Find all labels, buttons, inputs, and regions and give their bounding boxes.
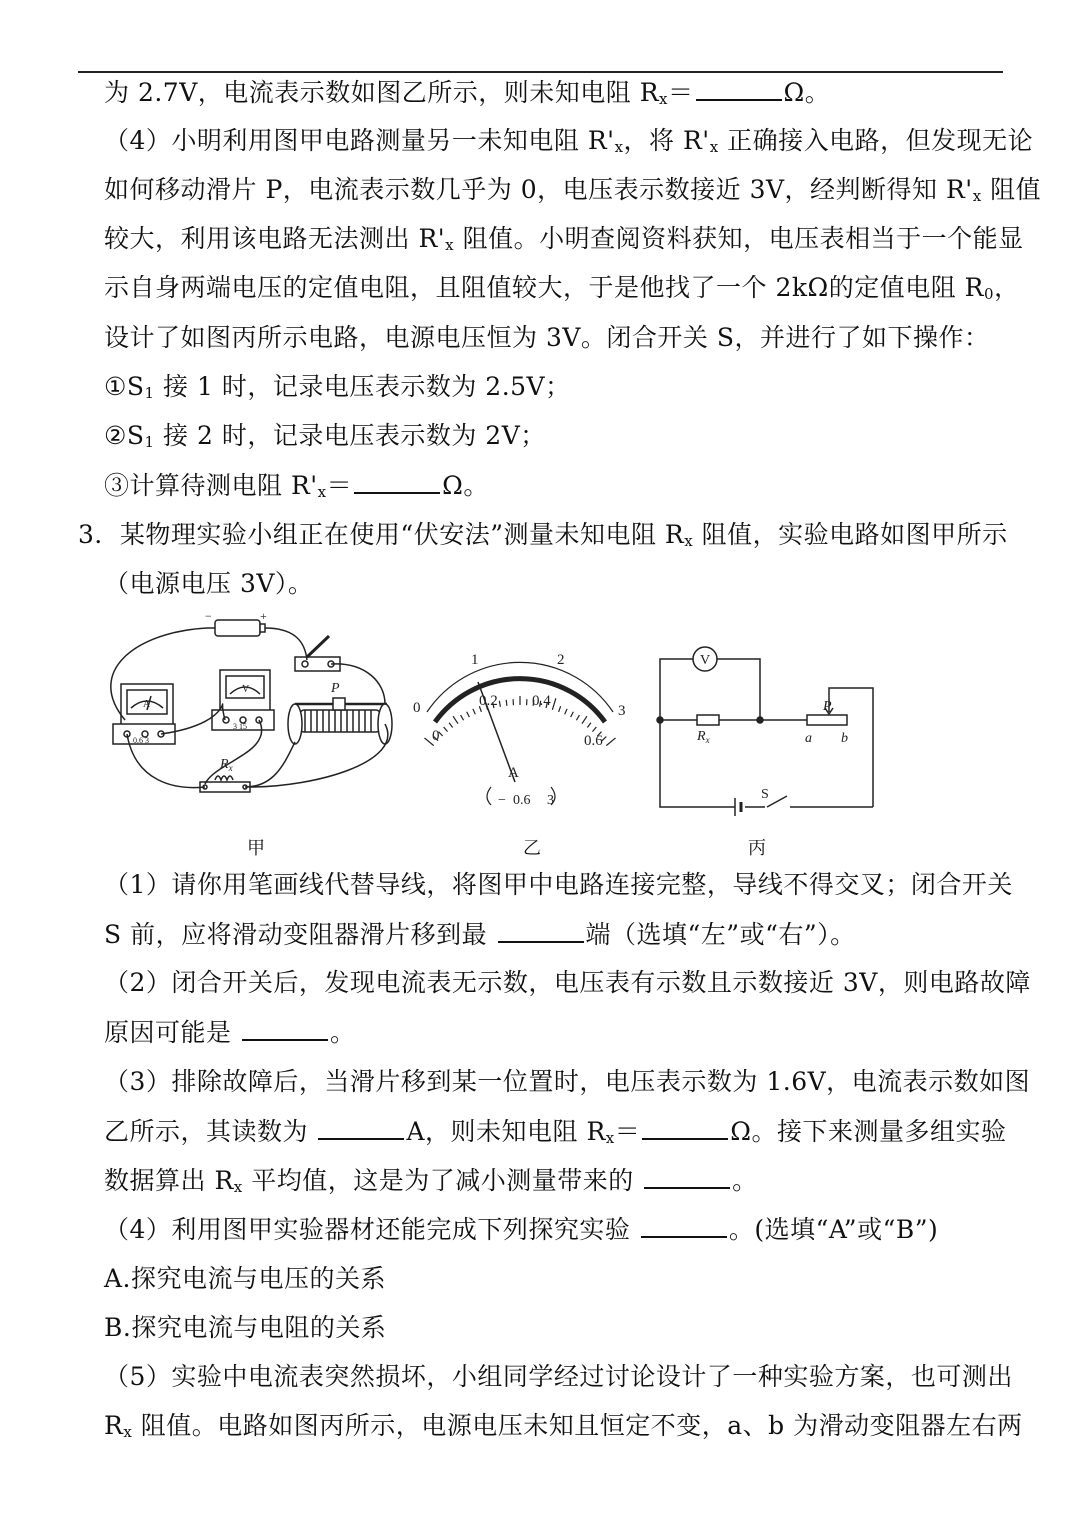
ammeter-device-icon	[113, 684, 175, 744]
answer-blank[interactable]	[641, 1212, 727, 1238]
text-line: 原因可能是 。	[104, 1015, 355, 1050]
text-line: （电源电压 3V）。	[104, 569, 314, 598]
text-line: 为 2.7V，电流表示数如图乙所示，则未知电阻 $R_x= \Omega$。	[104, 75, 830, 116]
outer-scale-0: 0	[413, 700, 421, 716]
bing-switch-label: S	[761, 787, 769, 802]
text-line: 数据算出 $R_x$ 平均值，这是为了减小测量带来的 。	[104, 1163, 758, 1204]
text-line: 如何移动滑片 P，电流表示数几乎为 0，电压表示数接近 3V，经判断得知 $R'_x$ 阻值	[104, 175, 1042, 205]
dial-tick	[473, 709, 475, 715]
dial-tick	[606, 738, 615, 746]
battery-plus-label: +	[260, 612, 267, 623]
outer-scale-1: 1	[471, 652, 479, 668]
voltmeter-device-icon	[212, 670, 274, 730]
slider-p-label: P	[331, 681, 340, 696]
dial-tick	[467, 712, 470, 717]
option-a: A.探究电流与电压的关系	[104, 1264, 387, 1293]
text-line: $②S_1$ 接 2 时，记录电压表示数为 2V；	[104, 421, 546, 451]
text-line: 乙所示，其读数为 A，则未知电阻 $R_x= \Omega$。接下来测量多组实验	[104, 1114, 1007, 1155]
text-line: 设计了如图丙所示电路，电源电压恒为 3V。闭合开关 S，并进行了如下操作：	[104, 323, 990, 352]
answer-blank[interactable]	[242, 1015, 328, 1041]
knife-switch-icon	[295, 636, 340, 671]
battery-icon	[207, 620, 265, 636]
rheostat-icon	[288, 698, 392, 744]
text-line: （3）排除故障后，当滑片移到某一位置时，电压表示数为 1.6V，电流表示数如图	[104, 1067, 1031, 1096]
text-line: 较大，利用该电路无法测出 $R'_x$ 阻值。小明查阅资料获知，电压表相当于一个能显	[104, 224, 1024, 254]
caption-jia: 甲	[247, 838, 265, 859]
resistor-rx-icon	[200, 776, 250, 792]
text-line: S 前，应将滑动变阻器滑片移到最 端（选填“左”或“右”）。	[104, 917, 856, 952]
text-line: （4）小明利用图甲电路测量另一未知电阻 $R'_x$，将 $R'_x$ 正确接入电路，但发现无论	[104, 126, 1034, 156]
dial-tick	[592, 727, 596, 732]
caption-yi: 乙	[523, 838, 541, 859]
text-line: $①S_1$ 接 1 时，记录电压表示数为 2.5V；	[104, 372, 571, 402]
dial-tick	[559, 706, 561, 712]
ammeter-device-label: A	[143, 699, 151, 710]
top-rule	[78, 71, 1003, 73]
answer-blank[interactable]	[498, 917, 584, 943]
dial-tick	[449, 723, 453, 728]
answer-blank[interactable]	[644, 1163, 730, 1189]
bing-rx-label: $R_x$	[697, 729, 710, 745]
outer-scale-3: 3	[618, 703, 626, 719]
answer-blank[interactable]	[642, 1114, 728, 1140]
bing-voltmeter-label: V	[700, 653, 711, 668]
question-3-stem: 3．某物理实验小组正在使用“伏安法”测量未知电阻 $R_x$ 阻值，实验电路如图甲所示	[78, 520, 1008, 550]
answer-blank[interactable]	[696, 75, 782, 101]
dial-meter-label: A	[508, 765, 519, 781]
inner-scale-2: 0.4	[532, 693, 551, 709]
terminal-3: 3	[547, 793, 554, 808]
bing-p-label: P	[823, 699, 832, 714]
text-line: （5）实验中电流表突然损坏，小组同学经过讨论设计了一种实验方案，也可测出	[104, 1362, 1013, 1391]
inner-scale-1: 0.2	[479, 693, 498, 709]
inner-scale-0: 0	[432, 728, 440, 744]
outer-scale-2: 2	[557, 652, 565, 668]
dial-tick	[565, 709, 567, 715]
slider-wire	[829, 688, 873, 807]
caption-bing: 丙	[748, 838, 766, 859]
dial-tick	[461, 715, 464, 720]
wire	[245, 742, 295, 787]
dial-tick	[587, 723, 591, 728]
dial-tick	[499, 701, 500, 707]
ammeter-terminal-labels: 0.6 3	[133, 736, 149, 745]
bing-b-label: b	[841, 731, 848, 746]
dial-tick	[552, 698, 555, 709]
voltmeter-device-label: V	[242, 684, 250, 695]
dial-tick	[582, 716, 587, 723]
dial-tick	[506, 700, 507, 706]
text-line: （2）闭合开关后，发现电流表无示数，电压表有示数且示数接近 3V，则电路故障	[104, 968, 1031, 997]
terminal-0-6: 0.6	[513, 793, 531, 808]
wire	[250, 724, 388, 787]
text-line: （4）利用图甲实验器材还能完成下列探究实验 。(选填“A”或“B”)	[104, 1212, 938, 1247]
rx-label-jia: $R_x$	[220, 757, 233, 773]
answer-blank[interactable]	[318, 1114, 404, 1140]
dial-tick	[444, 727, 448, 732]
dial-tick	[453, 716, 458, 723]
battery-minus-label: −	[205, 612, 212, 623]
text-line: （1）请你用笔画线代替导线，将图甲中电路连接完整，导线不得交叉；闭合开关	[104, 870, 1013, 899]
rx-resistor-symbol	[697, 715, 719, 725]
text-line: $R_x$ 阻值。电路如图丙所示，电源电压未知且恒定不变，a、b 为滑动变阻器左右两	[104, 1411, 1023, 1441]
bing-a-label: a	[805, 731, 812, 746]
figures-row	[95, 612, 895, 862]
voltmeter-terminal-labels: 3 15	[233, 722, 247, 731]
terminal-minus: −	[498, 793, 506, 808]
wire	[265, 628, 307, 660]
rheostat-symbol	[807, 715, 847, 725]
text-line: 示自身两端电压的定值电阻，且阻值较大，于是他找了一个 2kΩ的定值电阻 $R_0$，	[104, 273, 1020, 303]
figure-jia-circuit	[111, 612, 392, 792]
option-b: B.探究电流与电阻的关系	[104, 1313, 387, 1342]
text-line: ③计算待测电阻 $R'_x= \Omega$。	[104, 468, 489, 509]
dial-tick	[576, 715, 579, 720]
inner-scale-3: 0.6	[584, 733, 603, 749]
answer-blank[interactable]	[354, 468, 440, 494]
dial-tick	[571, 712, 574, 717]
